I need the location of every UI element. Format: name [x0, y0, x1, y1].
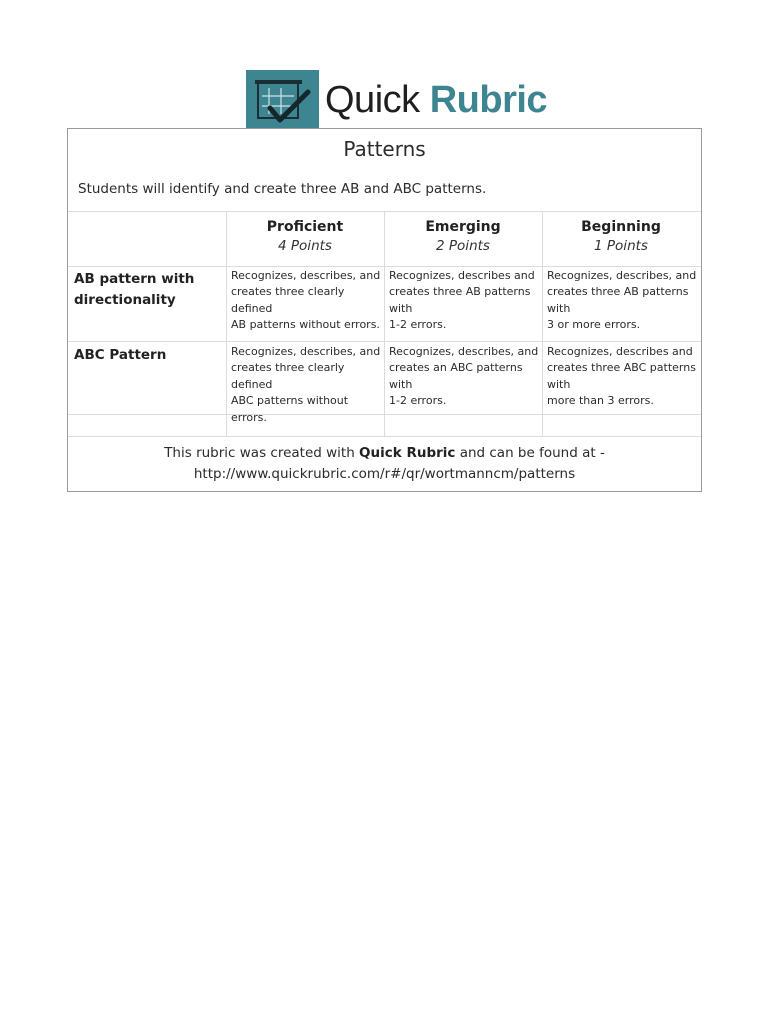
- grid-checkmark-icon: [246, 70, 319, 128]
- table-cell: Recognizes, describes and creates three AB patterns with 1-2 errors.: [389, 269, 535, 332]
- logo-word-quick: Quick: [325, 79, 420, 121]
- logo-wordmark: [325, 81, 547, 119]
- column-points: 2 Points: [436, 238, 490, 254]
- column-points: 1 Points: [594, 238, 648, 254]
- table-cell: Recognizes, describes, and creates three clearly defined AB patterns without errors.: [231, 269, 381, 332]
- table-cell: Recognizes, describes, and creates an ABC patterns with 1-2 errors.: [389, 345, 539, 408]
- table-cell: Recognizes, describes, and creates three AB patterns with 3 or more errors.: [547, 269, 697, 332]
- table-cell: Recognizes, describes and creates three ABC patterns with more than 3 errors.: [547, 345, 696, 408]
- logo-word-rubric: Rubric: [429, 79, 548, 121]
- column-header-beginning: [542, 219, 700, 254]
- column-points: 4 Points: [278, 238, 332, 254]
- rubric-table: [67, 128, 702, 492]
- table-cell: Recognizes, describes, and creates three clearly defined ABC patterns without errors.: [231, 345, 381, 424]
- column-header-proficient: [226, 219, 384, 254]
- table-divider: [68, 436, 701, 437]
- column-header-emerging: [384, 219, 542, 254]
- footer-prefix: This rubric was created with: [164, 445, 360, 461]
- rubric-title: Patterns: [343, 137, 426, 161]
- rubric-description: Students will identify and create three AB and ABC patterns.: [78, 181, 487, 197]
- footer-credit-line: [68, 443, 701, 464]
- column-name: Emerging: [425, 219, 501, 235]
- row-criterion-abc-pattern: ABC Pattern: [74, 347, 167, 363]
- rubric-footer: [68, 443, 701, 485]
- footer-suffix: and can be found at -: [455, 445, 605, 461]
- footer-url: http://www.quickrubric.com/r#/qr/wortmanncm/patterns: [193, 466, 576, 482]
- column-name: Proficient: [266, 219, 344, 235]
- footer-brand: Quick Rubric: [359, 445, 456, 461]
- column-name: Beginning: [581, 219, 661, 235]
- row-criterion-ab-pattern: AB pattern with directionality: [74, 271, 195, 308]
- quick-rubric-logo: [246, 70, 547, 128]
